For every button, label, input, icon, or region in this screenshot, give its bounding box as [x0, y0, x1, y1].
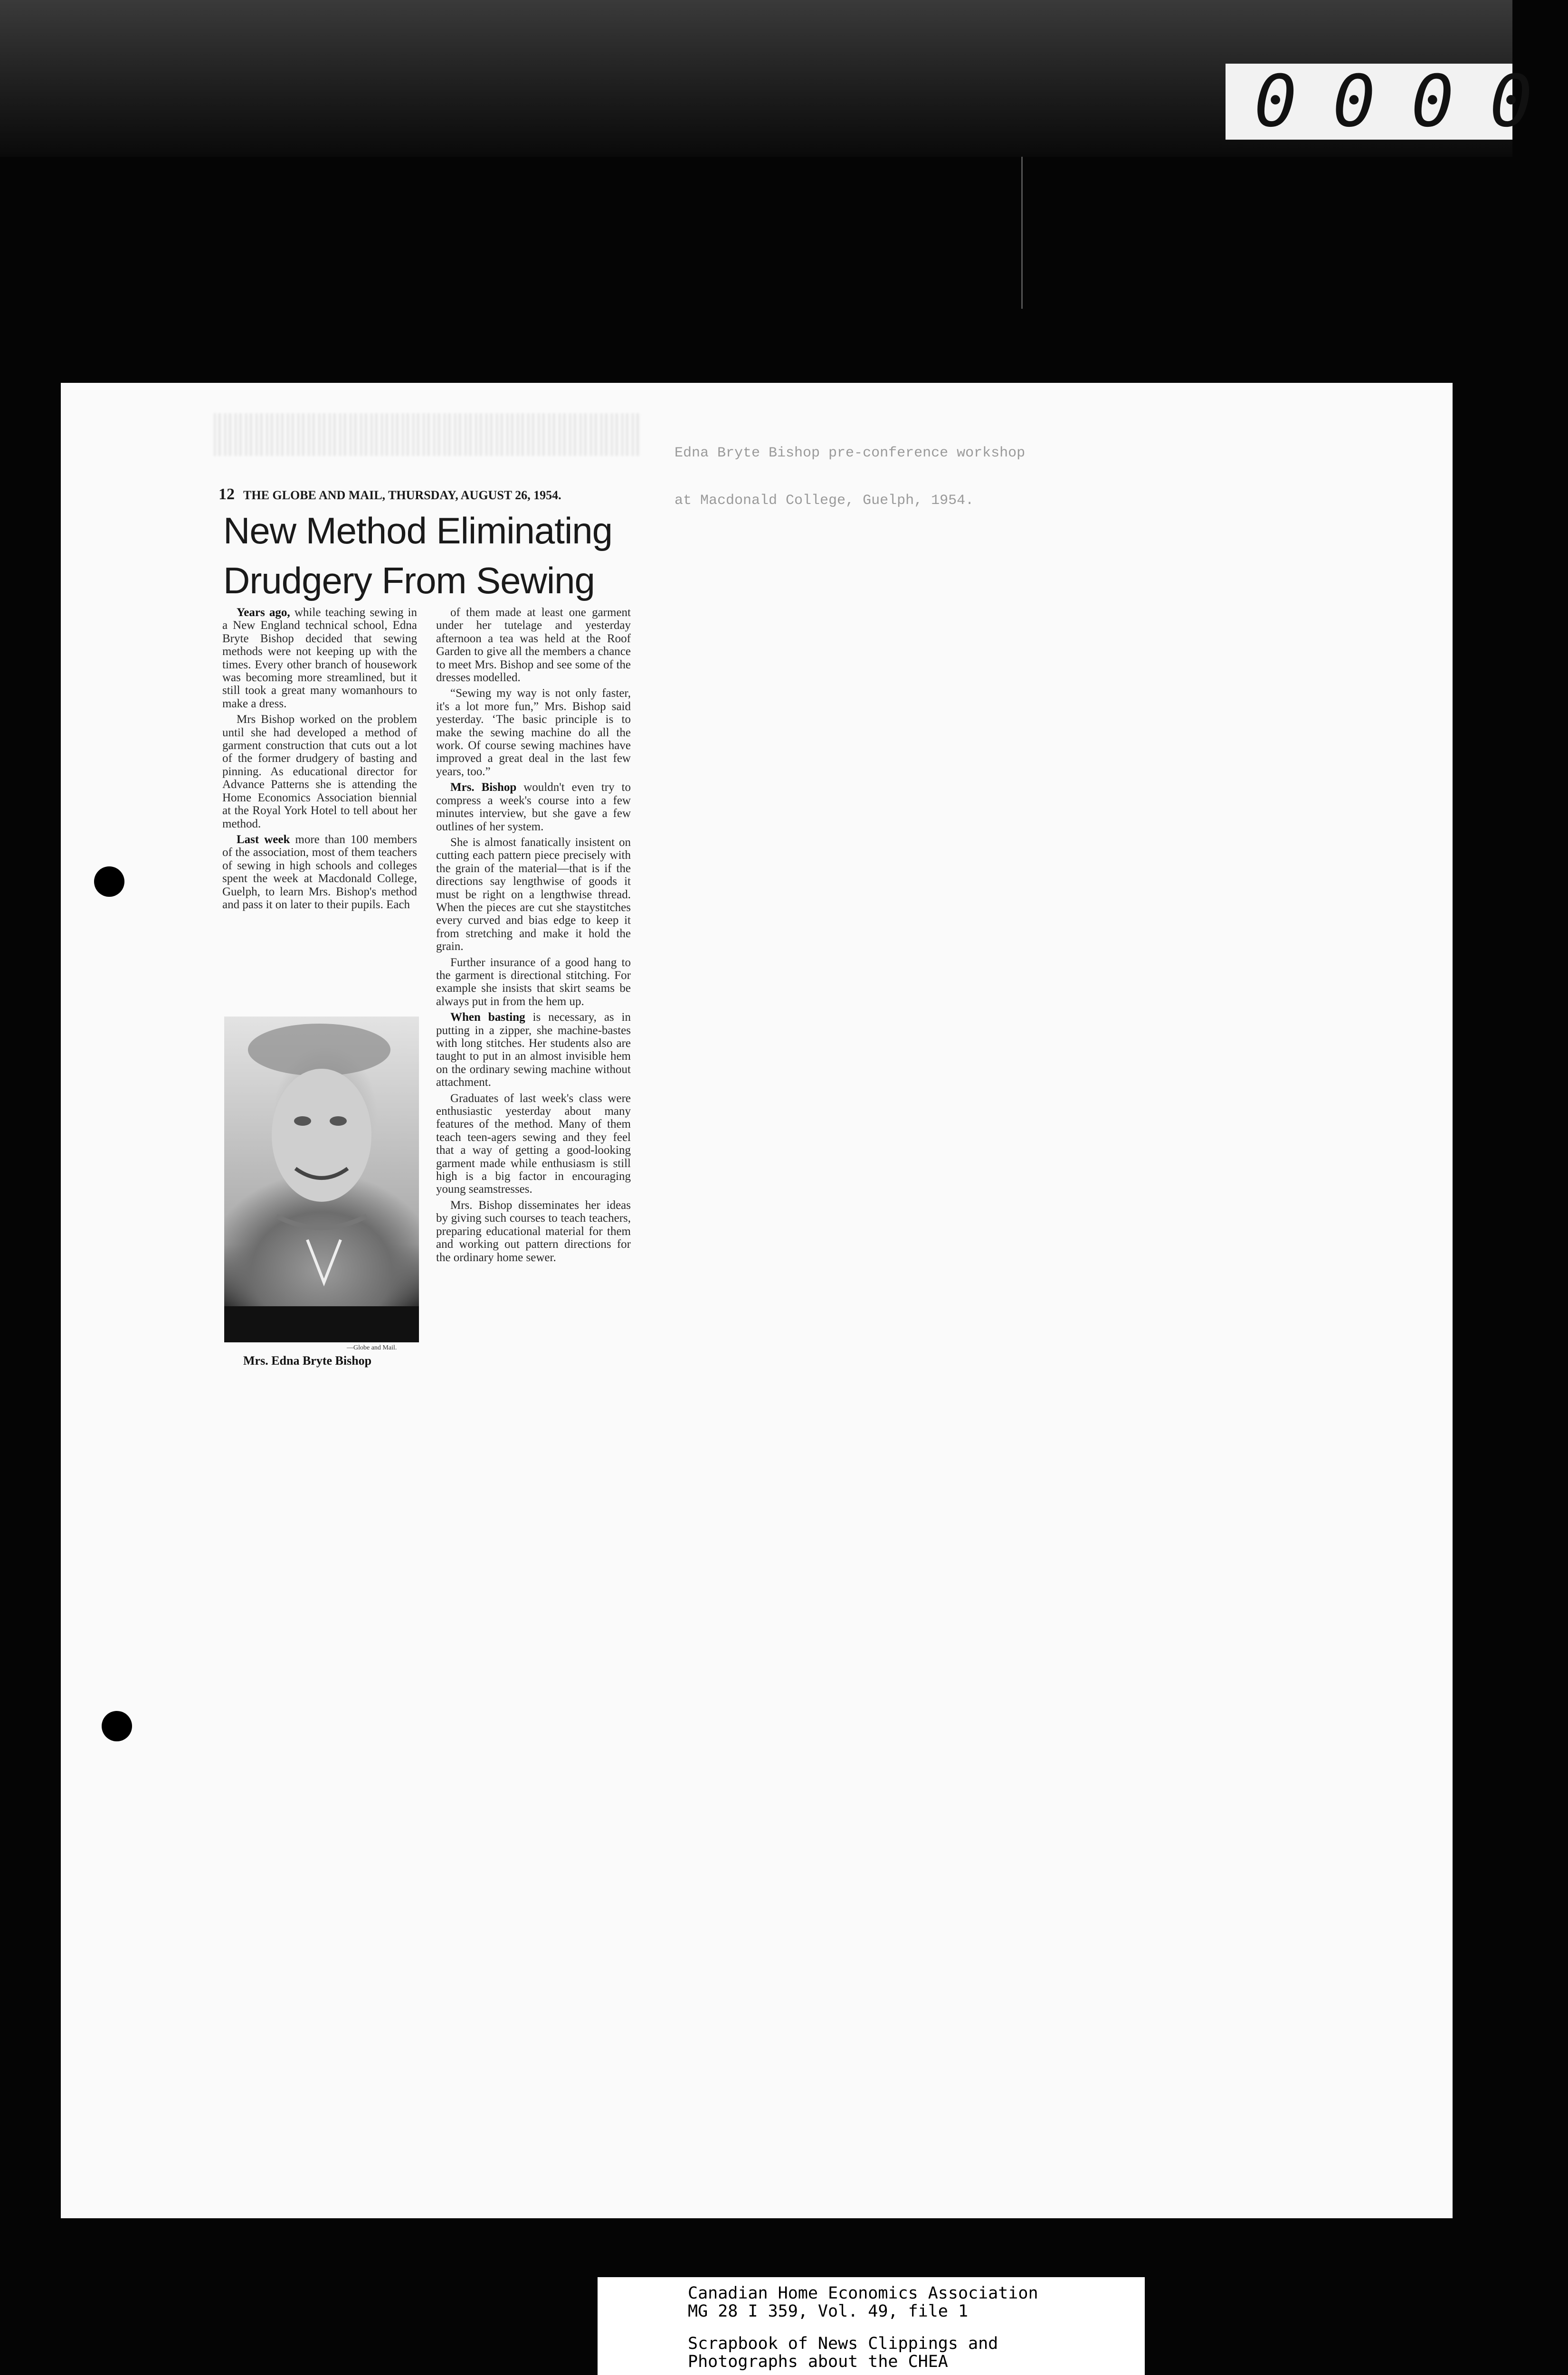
- page-number: 12: [219, 485, 235, 503]
- paragraph-text: Graduates of last week's class were enthusiastic yesterday about many features of the method. Many of them teach teen-agers sewing and they feel that a way of getting a good-looking garment made while enthusiasm is still high is a big factor in encouraging young seamstresses.: [436, 1092, 631, 1196]
- binder-hole-upper: [94, 866, 124, 897]
- frame-counter: [1226, 60, 1568, 143]
- frame-counter-digits: 0000: [1254, 60, 1568, 143]
- newspaper-clipping: [204, 404, 646, 1411]
- paragraph: [436, 687, 631, 778]
- film-scratch-line: [1021, 157, 1023, 309]
- annotation-line-2: at Macdonald College, Guelph, 1954.: [675, 493, 974, 509]
- paragraph: [222, 833, 417, 911]
- reference-label: [598, 2277, 1145, 2375]
- photo-caption: Mrs. Edna Bryte Bishop: [243, 1354, 372, 1368]
- paragraph: [436, 956, 631, 1008]
- annotation-line-1: Edna Bryte Bishop pre-conference workshop: [675, 445, 1026, 461]
- paragraph-text: of them made at least one garment under her tutelage and yesterday afternoon a tea was held at the Roof Garden to give all the members a chance to meet Mrs. Bishop and see some of the dresses modelled.: [436, 606, 631, 684]
- portrait-illustration: [224, 1016, 419, 1342]
- paragraph: [436, 781, 631, 833]
- typed-annotation: [675, 429, 1102, 524]
- paragraph-text: while teaching sewing in a New England technical school, Edna Bryte Bishop decided that sewing methods were not keeping up with the times. Every other branch of housework was becoming more streamlined, but it still took a great many womanhours to make a dress.: [222, 606, 417, 710]
- paragraph-lead: Mrs. Bishop: [450, 781, 517, 794]
- paragraph-text: more than 100 members of the association, most of them teachers of sewing in high schools and colleges spent the week at Macdonald College, Guelph, to learn Mrs. Bishop's method and pass it on later to their pupils. Each: [222, 833, 417, 911]
- paragraph: [436, 1092, 631, 1196]
- binder-hole-lower: [102, 1711, 132, 1741]
- paragraph: [436, 836, 631, 953]
- article-column-1: [222, 606, 417, 914]
- paragraph-text: Mrs. Bishop disseminates her ideas by giving such courses to teach teachers, preparing educational material for them and working out pattern directions for the ordinary home sewer.: [436, 1198, 631, 1264]
- paragraph-lead: When basting: [450, 1011, 525, 1024]
- paragraph-text: Mrs Bishop worked on the problem until she had developed a method of garment construction that cuts out a lot of the former drudgery of basting and pinning. As educational director for Advance Patterns she is attending the Home Economics Association biennial at the Royal York Hotel to tell about her method.: [222, 713, 417, 830]
- paragraph-text: wouldn't even try to compress a week's course into a few minutes interview, but she gave a few outlines of her system.: [436, 781, 631, 833]
- dateline-text: THE GLOBE AND MAIL, THURSDAY, AUGUST 26, 1954.: [243, 488, 561, 502]
- paragraph: [436, 1199, 631, 1264]
- paragraph-text: is necessary, as in putting in a zipper, she machine-bastes with long stitches. Her students also are taught to put in an almost invisible hem on the ordinary sewing machine without attachment.: [436, 1011, 631, 1089]
- paragraph-text: Further insurance of a good hang to the garment is directional stitching. For example she insists that skirt seams be always put in from the hem up.: [436, 956, 631, 1008]
- paragraph: [436, 606, 631, 684]
- headline-line-1: New Method Eliminating: [223, 510, 613, 551]
- paragraph-text: “Sewing my way is not only faster, it's a lot more fun,” Mrs. Bishop said yesterday. ‘The basic principle is to make the sewing machine do all the work. Of course sewing machines have improved a great deal in the last few years, too.”: [436, 687, 631, 778]
- reference-line-4: Photographs about the CHEA: [688, 2352, 948, 2371]
- reference-line-1: Canadian Home Economics Association: [688, 2284, 1038, 2303]
- paragraph: [222, 606, 417, 710]
- paragraph: [436, 1011, 631, 1089]
- portrait-photo: [224, 1016, 419, 1342]
- paragraph-lead: Years ago,: [237, 606, 290, 619]
- reference-line-3: Scrapbook of News Clippings and: [688, 2334, 998, 2353]
- reference-line-2: MG 28 I 359, Vol. 49, file 1: [688, 2302, 969, 2321]
- headline: [223, 506, 651, 606]
- paragraph: [222, 713, 417, 830]
- photo-credit: —Globe and Mail.: [347, 1344, 397, 1351]
- dateline: [219, 485, 646, 504]
- paragraph-lead: Last week: [237, 833, 290, 846]
- headline-line-2: Drudgery From Sewing: [223, 560, 595, 601]
- paragraph-text: She is almost fanatically insistent on cutting each pattern piece precisely with the grain of the material—that is if the directions say lengthwise of goods it must be right on a lengthwise thread. When the pieces are cut she staystitches every curved and bias edge to keep it from stretching and make it hold the grain.: [436, 836, 631, 953]
- article-column-2: [436, 606, 631, 1267]
- glue-residue: [214, 413, 641, 456]
